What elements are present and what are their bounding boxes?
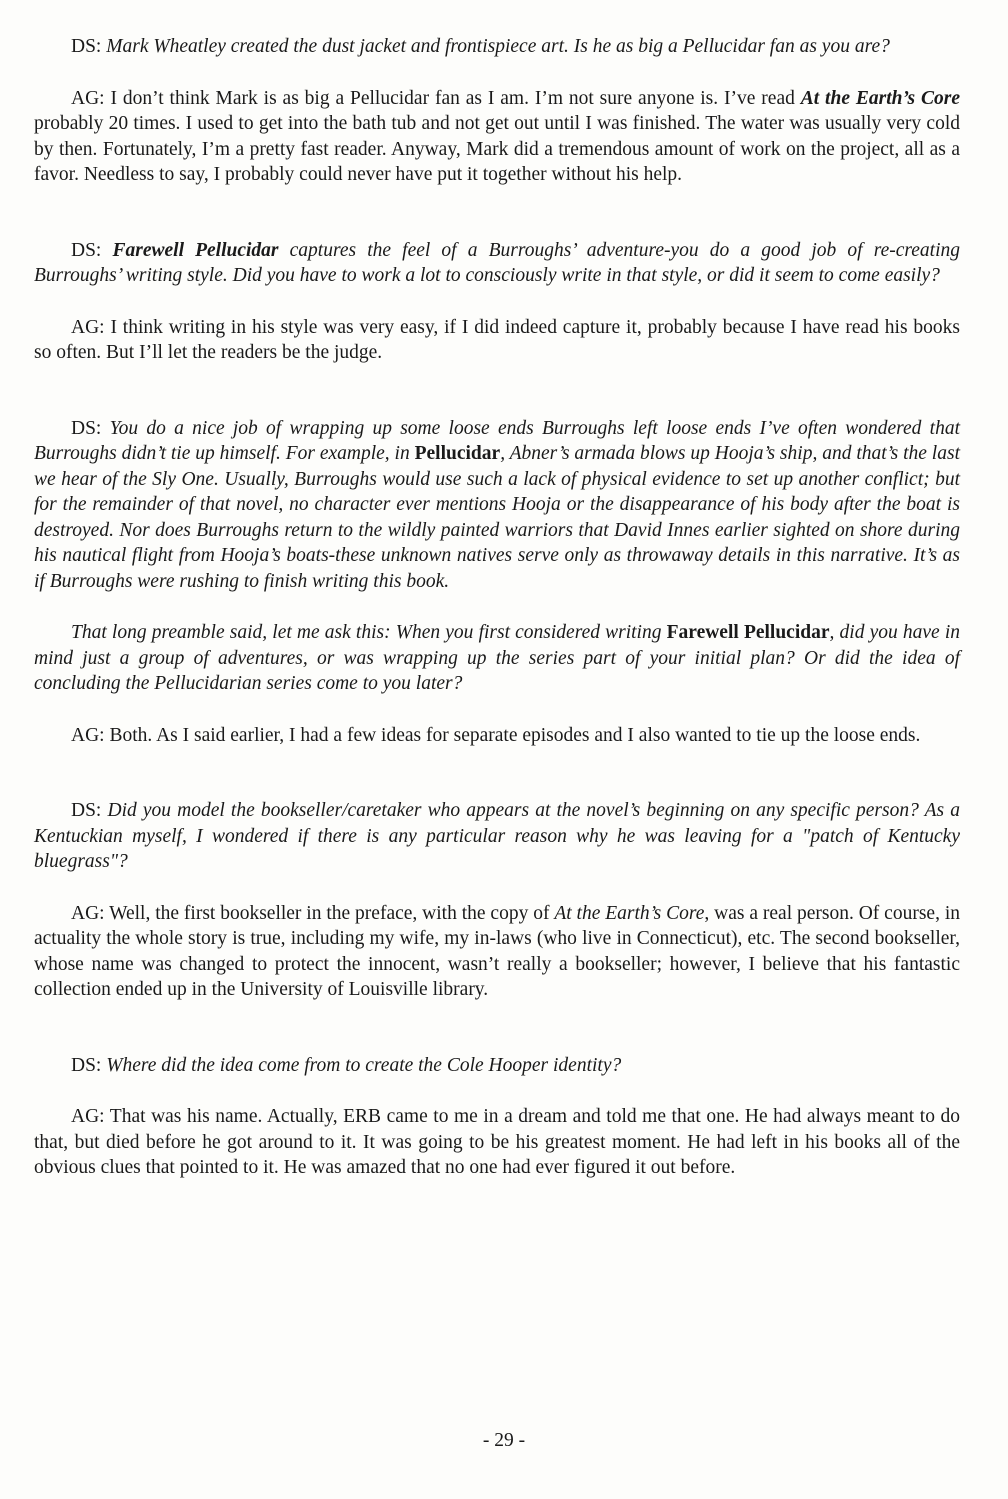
question-paragraph	[34, 34, 960, 60]
speaker-label: AG:	[71, 902, 105, 924]
answer-text: I don’t think Mark is as big a Pellucidar fan as I am. I’m not sure anyone is. I’ve read	[104, 87, 801, 109]
question-text: captures the feel of a Burroughs’ adventure-you do a good job of re-creating Burroughs’ writing style. Did you have to work a lot to consciously write in that style, or did it seem to come easily?	[34, 239, 960, 286]
question-text: , Abner’s armada blows up Hooja’s ship, and that’s the last we hear of the Sly One. Usually, Burroughs would use such a lack of physical evidence to set up another conflict; but for the remainder of that novel, no character ever mentions Hooja or the disappearance of his body after the boat is destroyed. Nor does Burroughs return to the wildly painted warriors that David Innes earlier sighted on shore during his nautical flight from Hooja’s boats-these unknown natives serve only as throwaway details in this narrative. It’s as if Burroughs were rushing to finish writing this book.	[34, 443, 960, 592]
answer-paragraph	[34, 901, 960, 1003]
book-title: Farewell Pellucidar	[112, 239, 279, 261]
speaker-label: DS:	[71, 36, 102, 57]
answer-text: Well, the first bookseller in the preface, with the copy of	[104, 902, 555, 924]
question-paragraph	[34, 620, 960, 697]
speaker-label: AG:	[71, 1106, 105, 1127]
question-paragraph	[34, 238, 960, 289]
answer-text: probably 20 times. I used to get into the bath tub and not get out until I was finished. The water was usually very cold by then. Fortunately, I’m a pretty fast reader. Anyway, Mark did a tremendous amount of work on the project, all as a favor. Needless to say, I probably could never have put it together without his help.	[34, 113, 960, 185]
speaker-label: DS:	[71, 417, 102, 439]
answer-text: Both. As I said earlier, I had a few ideas for separate episodes and I also wanted to tie up the loose ends.	[104, 724, 921, 746]
answer-text: I think writing in his style was very easy, if I did indeed capture it, probably because I have read his books so often. But I’ll let the readers be the judge.	[34, 316, 960, 363]
speaker-label: DS:	[71, 1054, 102, 1076]
question-paragraph	[34, 1053, 960, 1079]
question-text: You do a nice job of wrapping up some loose ends Burroughs left loose ends I’ve often wondered that Burroughs didn’t tie up himself. For example, in	[34, 417, 960, 464]
question-text: Where did the idea come from to create the Cole Hooper identity?	[101, 1054, 622, 1076]
interview-text	[34, 34, 960, 1181]
speaker-label: AG:	[71, 724, 105, 746]
book-title: Pellucidar	[414, 443, 501, 464]
answer-paragraph	[34, 723, 960, 749]
speaker-label: AG:	[71, 87, 105, 109]
question-text: , did you have in mind just a group of adventures, or was wrapping up the series part of your initial plan? Or did the idea of concluding the Pellucidarian series come to you later?	[34, 622, 960, 694]
answer-paragraph	[34, 86, 960, 188]
question-paragraph	[34, 416, 960, 595]
speaker-label: DS:	[71, 239, 102, 261]
page-number: - 29 -	[482, 1430, 526, 1451]
book-title: At the Earth’s Core	[800, 87, 960, 109]
question-text: That long preamble said, let me ask this: When you first considered writing	[71, 622, 667, 643]
question-paragraph	[34, 798, 960, 875]
answer-paragraph	[34, 315, 960, 366]
question-text	[101, 240, 112, 261]
answer-text: That was his name. Actually, ERB came to me in a dream and told me that one. He had always meant to do that, but died before he got around to it. It was going to be his greatest moment. He had left in his books all of the obvious clues that pointed to it. He was amazed that no one had ever figured it out before.	[34, 1106, 960, 1178]
speaker-label: DS:	[71, 800, 102, 821]
answer-paragraph	[34, 1104, 960, 1181]
answer-text: , was a real person. Of course, in actuality the whole story is true, including my wife, my in-laws (who live in Connecticut), etc. The second bookseller, whose name was changed to protect the innocent, wasn’t really a bookseller; however, I believe that his fantastic collection ended up in the University of Louisville library.	[34, 902, 960, 1000]
question-text: Mark Wheatley created the dust jacket and frontispiece art. Is he as big a Pellucidar fan as you are?	[101, 36, 890, 57]
book-title: At the Earth’s Core	[554, 902, 705, 924]
book-title: Farewell Pellucidar	[666, 622, 830, 643]
question-text: Did you model the bookseller/caretaker who appears at the novel’s beginning on any specific person? As a Kentuckian myself, I wondered if there is any particular reason why he was leaving for a "patch of Kentucky bluegrass"?	[34, 800, 960, 872]
speaker-label: AG:	[71, 316, 105, 338]
